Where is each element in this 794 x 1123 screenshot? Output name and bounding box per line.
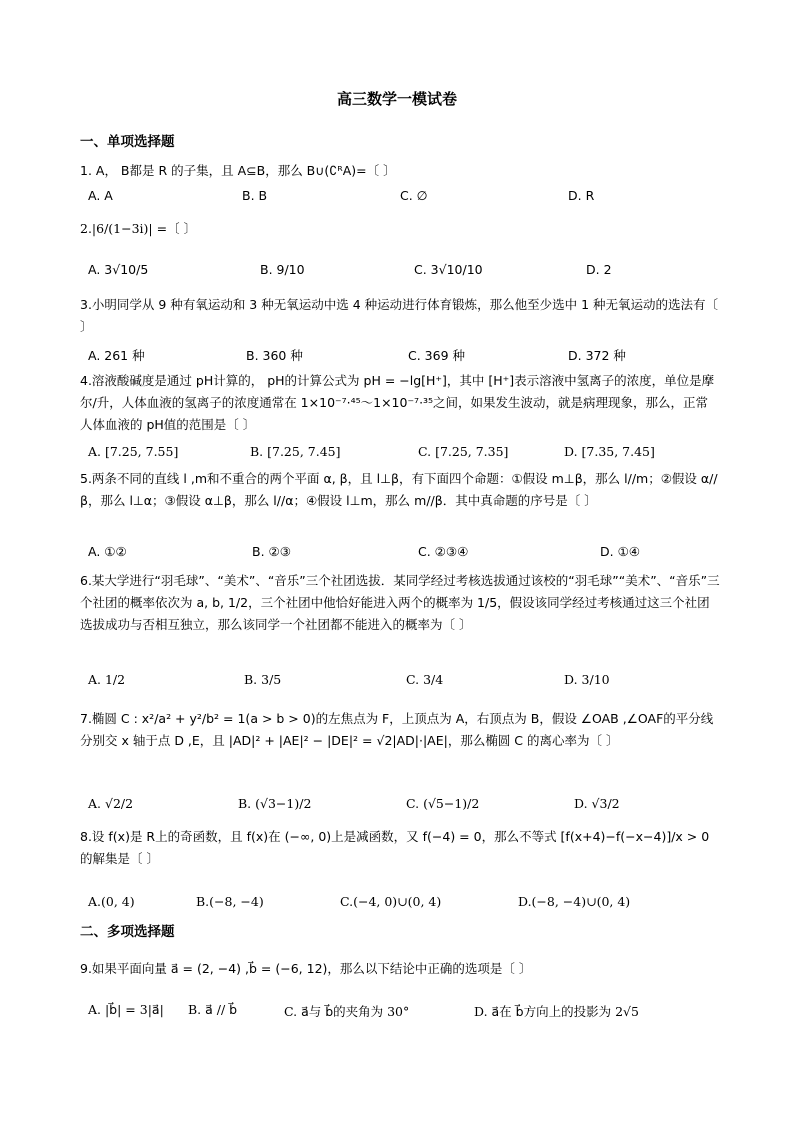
- option-b: B. 360 种: [246, 348, 303, 363]
- option-c: C. ∅: [400, 188, 428, 203]
- option-d: D. R: [568, 188, 595, 203]
- option-b: B. (√3−1)/2: [238, 796, 312, 811]
- option-c: C.(−4, 0)∪(0, 4): [340, 894, 442, 909]
- option-d: D.(−8, −4)∪(0, 4): [518, 894, 631, 909]
- option-a: A. |b⃗| = 3|a⃗|: [88, 1002, 164, 1017]
- option-a: A. 3√10/5: [88, 262, 149, 277]
- option-c: C. 369 种: [408, 348, 466, 363]
- option-c: C. a⃗与 b⃗的夹角为 30°: [284, 1004, 410, 1019]
- section-single-choice: 一、单项选择题: [80, 134, 175, 150]
- option-b: B. 3/5: [244, 672, 282, 687]
- option-c: C. 3/4: [406, 672, 444, 687]
- question-7: 7.椭圆 C : x²/a² + y²/b² = 1(a > b > 0)的左焦点为 F，上顶点为 A，右顶点为 B，假设 ∠OAB ,∠OAF的平分线分别交 x 轴于点 D ,E，且 |AD|² + |AE|² − |DE|² = √2|AD|·|AE|，那么椭圆 C 的离心率为〔 〕: [80, 711, 714, 748]
- option-b: B.(−8, −4): [196, 894, 264, 909]
- option-b: B. 9/10: [260, 262, 305, 277]
- question-6-options: [88, 672, 728, 698]
- option-a: A. √2/2: [88, 796, 134, 811]
- option-d: D. √3/2: [574, 796, 620, 811]
- question-3-options: [88, 346, 728, 372]
- option-d: D. [7.35, 7.45]: [564, 444, 655, 459]
- option-d: D. 2: [586, 262, 612, 277]
- question-4: 4.溶液酸碱度是通过 pH计算的， pH的计算公式为 pH = −lg[H⁺]，其中 [H⁺]表示溶液中氢离子的浓度，单位是摩尔/升，人体血液的氢离子的浓度通常在 1×10⁻⁷·⁴⁵～1×10⁻⁷·³⁵之间，如果发生波动，就是病理现象，那么，正常人体血液的 pH值的范围是〔 〕: [80, 373, 715, 432]
- question-9-options: [88, 1002, 728, 1028]
- option-d: D. 3/10: [564, 672, 610, 687]
- question-9: 9.如果平面向量 a⃗ = (2, −4) ,b⃗ = (−6, 12)，那么以下结论中正确的选项是〔 〕: [80, 961, 532, 976]
- option-a: A. A: [88, 188, 113, 203]
- option-a: A. ①②: [88, 544, 127, 559]
- question-3: 3.小明同学从 9 种有氧运动和 3 种无氧运动中选 4 种运动进行体育锻炼，那么他至少选中 1 种无氧运动的选法有〔 〕: [80, 297, 719, 334]
- question-1-options: [88, 188, 728, 214]
- question-6: 6.某大学进行“羽毛球”、“美术”、“音乐”三个社团选拔．某同学经过考核选拔通过该校的“羽毛球”“美术”、“音乐”三个社团的概率依次为 a, b, 1/2，三个社团中他恰好能进入两个的概率为 1/5，假设该同学经过考核通过这三个社团选拔成功与否相互独立，那么该同学一个社团都不能进入的概率为〔 〕: [80, 573, 720, 632]
- option-b: B. [7.25, 7.45]: [250, 444, 341, 459]
- option-b: B. ②③: [252, 544, 291, 559]
- option-c: C. [7.25, 7.35]: [418, 444, 509, 459]
- question-1: 1. A， B都是 R 的子集，且 A⊆B，那么 B∪(∁ᴿA)=〔 〕: [80, 163, 396, 178]
- question-2-options: [88, 262, 728, 288]
- question-7-options: [88, 796, 728, 822]
- question-5-options: [88, 544, 728, 570]
- option-a: A. 261 种: [88, 348, 145, 363]
- option-c: C. (√5−1)/2: [406, 796, 480, 811]
- option-c: C. 3√10/10: [414, 262, 483, 277]
- question-8: 8.设 f(x)是 R上的奇函数，且 f(x)在 (−∞, 0)上是减函数，又 f(−4) = 0，那么不等式 [f(x+4)−f(−x−4)]/x > 0的解集是〔 〕: [80, 829, 710, 866]
- option-a: A. 1/2: [88, 672, 126, 687]
- option-d: D. 372 种: [568, 348, 626, 363]
- question-8-options: [88, 894, 728, 920]
- option-c: C. ②③④: [418, 544, 469, 559]
- option-a: A.(0, 4): [88, 894, 135, 909]
- question-2: 2.|6/(1−3i)| =〔 〕: [80, 221, 197, 236]
- question-5: 5.两条不同的直线 l ,m和不重合的两个平面 α, β，且 l⊥β，有下面四个命题：①假设 m⊥β，那么 l//m；②假设 α//β，那么 l⊥α；③假设 α⊥β，那么 l//α；④假设 l⊥m，那么 m//β．其中真命题的序号是〔 〕: [80, 471, 718, 508]
- option-d: D. ①④: [600, 544, 640, 559]
- section-multi-choice: 二、多项选择题: [80, 924, 175, 940]
- option-b: B. a⃗ // b⃗: [188, 1002, 238, 1017]
- question-4-options: [88, 444, 728, 470]
- option-a: A. [7.25, 7.55]: [88, 444, 179, 459]
- option-d: D. a⃗在 b⃗方向上的投影为 2√5: [474, 1004, 639, 1019]
- option-b: B. B: [242, 188, 268, 203]
- exam-title: 高三数学一模试卷: [336, 90, 457, 108]
